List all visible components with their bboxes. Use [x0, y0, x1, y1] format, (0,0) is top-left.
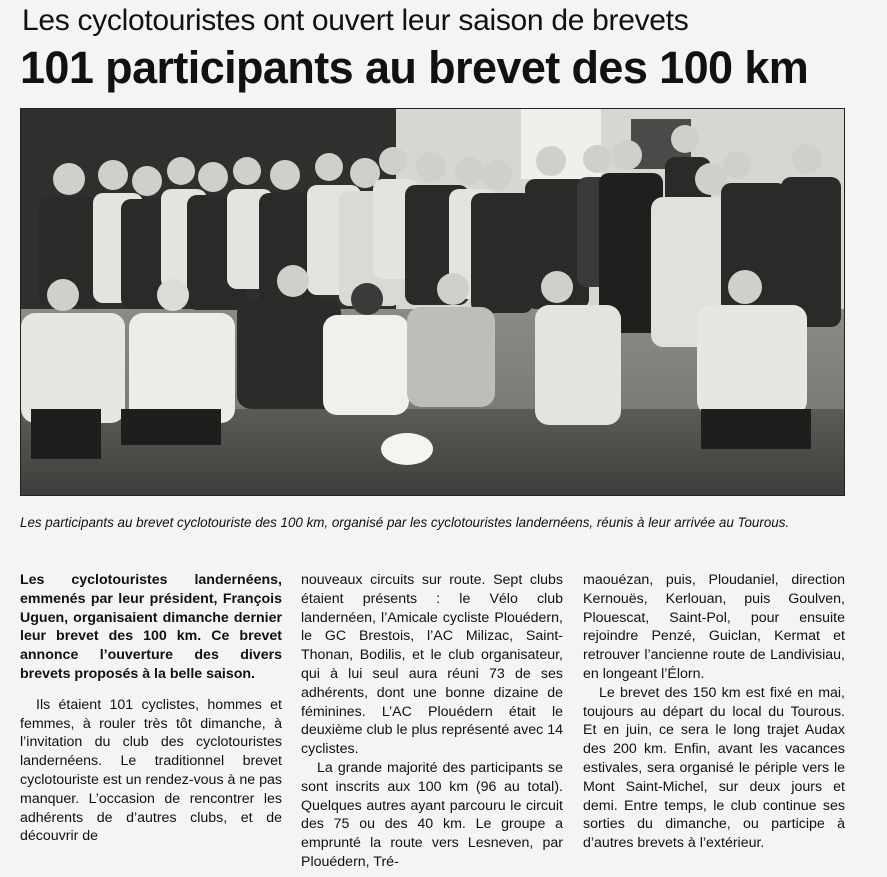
group-photo-image [21, 109, 844, 495]
article-paragraph: Ils étaient 101 cyclistes, hommes et femmes, à rouler très tôt dimanche, à l’invitation du club des cyclotouristes landernéens. Le traditionnel brevet cyclotouriste est un rendez-vous à ne pas manquer. L’occasion de rencontrer les adhérents de d’autres clubs, et de découvrir de [20, 696, 282, 845]
article-kicker: Les cyclotouristes ont ouvert leur saison de brevets [22, 4, 689, 37]
article-column-2 [301, 571, 563, 872]
article-paragraph: maouézan, puis, Ploudaniel, direction Kernouës, Kerlouan, puis Goulven, Plouescat, Saint-Pol, pour ensuite rejoindre Penzé, Guiclan, Kermat et retrouver l’ancienne route de Landivisiau, en longeant l’Élorn. [583, 572, 845, 682]
article-paragraph: La grande majorité des participants se sont inscrits aux 100 km (96 au total). Quelques autres ayant parcouru le circuit des 75 ou des 40 km. Le groupe a emprunté la route vers Lesneven, par Plouédern, Tré- [301, 759, 563, 870]
article-headline: 101 participants au brevet des 100 km [20, 42, 809, 93]
photo-caption: Les participants au brevet cyclotouriste des 100 km, organisé par les cyclotouristes landernéens, réunis à leur arrivée au Tourous. [20, 515, 790, 530]
article-paragraph: nouveaux circuits sur route. Sept clubs étaient présents : le Vélo club landernéen, l’Amicale cycliste Plouédern, le GC Brestois, l’AC Milizac, Saint-Thonan, Bodilis, et le club organisateur, qui à lui seul aura réuni 73 de ses adhérents, dont une bonne dizaine de féminines. L’AC Plouédern était le deuxième club le plus représenté avec 14 cyclistes. [301, 572, 563, 758]
group-photo [20, 108, 845, 496]
article-column-3 [583, 571, 845, 853]
article-paragraph: Le brevet des 150 km est fixé en mai, toujours au départ du local du Tourous. Et en juin, ce sera le long trajet Audax des 200 km. Enfin, avant les vacances estivales, sera organisé le périple vers le Mont Saint-Michel, sur deux jours et demi. Entre temps, le club continue ses sorties du dimanche, ou participe à d’autres brevets à l’extérieur. [583, 684, 845, 852]
article-lead: Les cyclotouristes landernéens, emmenés par leur président, François Uguen, organisaient dimanche dernier leur brevet des 100 km. Ce brevet annonce l’ouverture des divers brevets proposés à la belle saison. [20, 572, 282, 682]
article-column-1 [20, 571, 282, 846]
